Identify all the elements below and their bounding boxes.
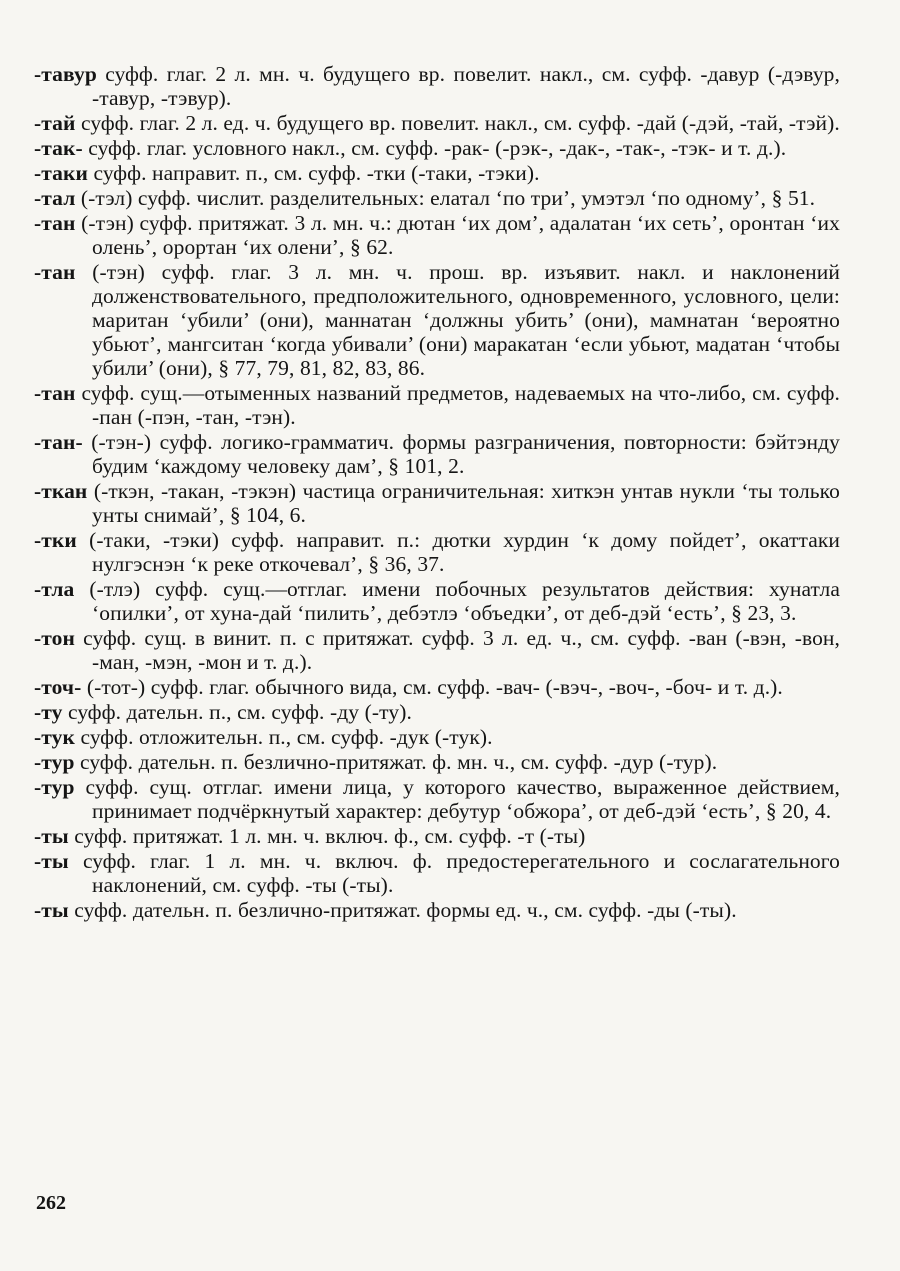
entry-headword: -ты xyxy=(34,898,69,922)
entry-definition: суфф. дательн. п. безлично-притяжат. формы ед. ч., см. суфф. -ды (-ты). xyxy=(74,898,737,922)
entry-definition: суфф. отложительн. п., см. суфф. -дук (-тук). xyxy=(80,725,493,749)
entry xyxy=(34,849,840,897)
entry xyxy=(34,260,840,380)
entry xyxy=(34,381,840,429)
entry-definition: суфф. глаг. 1 л. мн. ч. включ. ф. предостерегательного и сослагательного наклонений, см. суфф. -ты (-ты). xyxy=(82,849,841,897)
entry-headword: -ткан xyxy=(34,479,88,503)
entry xyxy=(34,211,840,259)
entry-headword: -тай xyxy=(34,111,76,135)
entry xyxy=(34,898,840,922)
entry-headword: -так- xyxy=(34,136,83,160)
entry-definition: (-тлэ) суфф. сущ.—отглаг. имени побочных результатов действия: хунатла ‘опилки’, от хуна-дай ‘пилить’, дебэтлэ ‘объедки’, от деб-дэй ‘есть’, § 23, 3. xyxy=(89,577,840,625)
entry-headword: -тур xyxy=(34,750,75,774)
entry xyxy=(34,62,840,110)
entry xyxy=(34,775,840,823)
entry xyxy=(34,725,840,749)
entry-headword: -точ- xyxy=(34,675,82,699)
entry-headword: -тур xyxy=(34,775,75,799)
entry-headword: -тон xyxy=(34,626,75,650)
entry-headword: -тук xyxy=(34,725,75,749)
entry-definition: (-тэн) суфф. притяжат. 3 л. мн. ч.: дютан ‘их дом’, адалатан ‘их сеть’, оронтан ‘их олень’, орортан ‘их олени’, § 62. xyxy=(81,211,840,259)
entry-definition: суфф. дательн. п., см. суфф. -ду (-ту). xyxy=(67,700,412,724)
entry-headword: -тла xyxy=(34,577,75,601)
entry-headword: -ты xyxy=(34,849,69,873)
entry-headword: -ту xyxy=(34,700,63,724)
entry-definition: суфф. глаг. 2 л. мн. ч. будущего вр. повелит. накл., см. суфф. -давур (-дэвур, -тавур, -тэвур). xyxy=(92,62,840,110)
entry xyxy=(34,186,840,210)
entry-definition: суфф. глаг. условного накл., см. суфф. -рак- (-рэк-, -дак-, -так-, -тэк- и т. д.). xyxy=(88,136,787,160)
entry-headword: -таки xyxy=(34,161,89,185)
entry-definition: суфф. сущ. отглаг. имени лица, у которого качество, выраженное действием, принимает подчёркнутый характер: дебутур ‘обжора’, от деб-дэй ‘есть’, § 20, 4. xyxy=(85,775,840,823)
entry-headword: -тан xyxy=(34,381,76,405)
entry-definition: суфф. направит. п., см. суфф. -тки (-таки, -тэки). xyxy=(93,161,540,185)
entry xyxy=(34,136,840,160)
entry xyxy=(34,111,840,135)
entry-definition: (-тот-) суфф. глаг. обычного вида, см. суфф. -вач- (-вэч-, -воч-, -боч- и т. д.). xyxy=(86,675,783,699)
entry-headword: -тки xyxy=(34,528,77,552)
entry xyxy=(34,675,840,699)
entry-definition: суфф. притяжат. 1 л. мн. ч. включ. ф., см. суфф. -т (-ты) xyxy=(74,824,586,848)
entry xyxy=(34,161,840,185)
entry xyxy=(34,430,840,478)
entry-headword: -тан- xyxy=(34,430,83,454)
entry xyxy=(34,479,840,527)
entry-headword: -тан xyxy=(34,260,76,284)
entry-definition: суфф. сущ. в винит. п. с притяжат. суфф. 3 л. ед. ч., см. суфф. -ван (-вэн, -вон, -ман, -мэн, -мон и т. д.). xyxy=(83,626,840,674)
entry-headword: -тал xyxy=(34,186,76,210)
entry-headword: -тавур xyxy=(34,62,97,86)
entry-definition: (-тэн) суфф. глаг. 3 л. мн. ч. прош. вр. изъявит. накл. и наклонений долженствовательного, предположительного, одновременного, условного, цели: маритан ‘убили’ (они), маннатан ‘должны убить’ (они), мамнатан ‘вероятно убьют’, мангситан ‘когда убивали’ (они) маракатан ‘если убьют, мадатан ‘чтобы убили’ (они), § 77, 79, 81, 82, 83, 86. xyxy=(92,260,840,380)
page-number: 262 xyxy=(36,1192,66,1214)
entry xyxy=(34,577,840,625)
entry xyxy=(34,626,840,674)
entry-definition: суфф. глаг. 2 л. ед. ч. будущего вр. повелит. накл., см. суфф. -дай (-дэй, -тай, -тэй). xyxy=(81,111,840,135)
entry xyxy=(34,700,840,724)
entry-headword: -ты xyxy=(34,824,69,848)
entry xyxy=(34,750,840,774)
entry xyxy=(34,528,840,576)
entry xyxy=(34,824,840,848)
entry-definition: (-таки, -тэки) суфф. направит. п.: дютки хурдин ‘к дому пойдет’, окаттаки нулгэснэн ‘к реке откочевал’, § 36, 37. xyxy=(89,528,840,576)
entry-headword: -тан xyxy=(34,211,76,235)
entry-definition: (-тэн-) суфф. логико-грамматич. формы разграничения, повторности: бэйтэнду будим ‘каждому человеку дам’, § 101, 2. xyxy=(91,430,840,478)
entry-definition: суфф. дательн. п. безлично-притяжат. ф. мн. ч., см. суфф. -дур (-тур). xyxy=(80,750,718,774)
entry-definition: (-тэл) суфф. числит. разделительных: елатал ‘по три’, умэтэл ‘по одному’, § 51. xyxy=(80,186,816,210)
entry-list xyxy=(34,62,840,923)
entry-definition: (-ткэн, -такан, -тэкэн) частица ограничительная: хиткэн унтав нукли ‘ты только унты снимай’, § 104, 6. xyxy=(92,479,840,527)
entry-definition: суфф. сущ.—отыменных названий предметов, надеваемых на что-либо, см. суфф. -пан (-пэн, -тан, -тэн). xyxy=(81,381,840,429)
